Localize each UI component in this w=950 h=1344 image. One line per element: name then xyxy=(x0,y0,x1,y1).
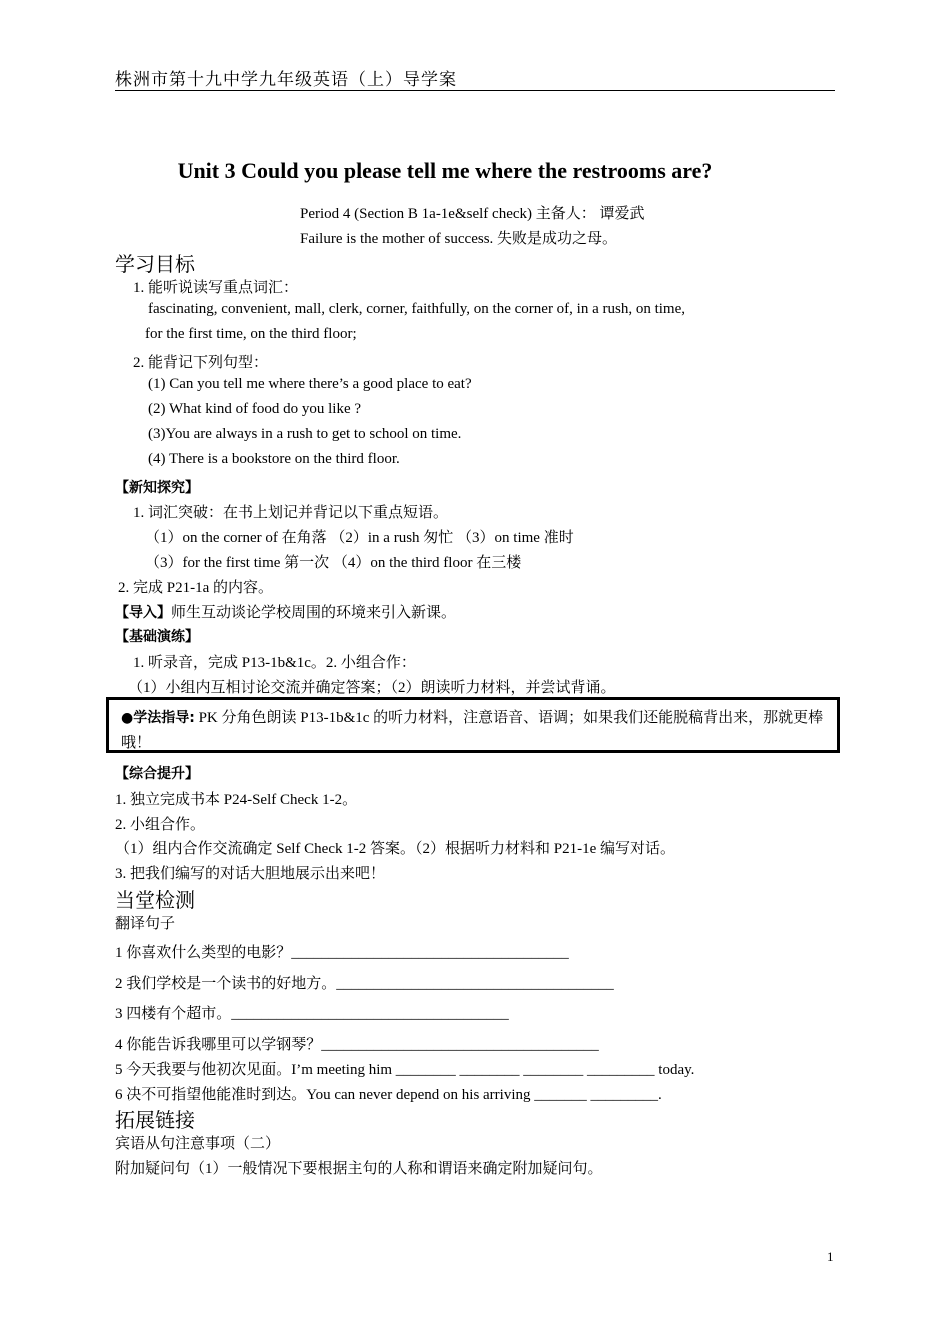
header-divider xyxy=(115,90,835,91)
translation-item-5: 5 今天我要与他初次见面。I’m meeting him ________ ________ ________ _________ today. xyxy=(115,1062,695,1078)
basic-heading: 【基础演练】 xyxy=(115,629,199,645)
phrases-line-1: （1）on the corner of 在角落 （2）in a rush 匆忙 （3）on time 准时 xyxy=(145,530,574,546)
phrases-line-2: （3）for the first time 第一次 （4）on the third floor 在三楼 xyxy=(145,555,522,571)
motto: Failure is the mother of success. 失败是成功之母。 xyxy=(300,231,618,247)
intro-line xyxy=(115,601,456,622)
improve-line-2: 2. 小组合作。 xyxy=(115,817,206,833)
explore-heading: 【新知探究】 xyxy=(115,480,199,496)
explore-item-2: 2. 完成 P21-1a 的内容。 xyxy=(118,580,273,596)
study-tip-box xyxy=(106,697,840,753)
check-heading: 当堂检测 xyxy=(115,888,195,912)
intro-heading: 【导入】 xyxy=(115,605,171,621)
improve-line-4: 3. 把我们编写的对话大胆地展示出来吧！ xyxy=(115,866,386,882)
translation-item-4: 4 你能告诉我哪里可以学钢琴？_____________________________________ xyxy=(115,1037,599,1053)
explore-item-1: 1. 词汇突破：在书上划记并背记以下重点短语。 xyxy=(133,505,449,521)
basic-line-2: （1）小组内互相讨论交流并确定答案；（2）朗读听力材料，并尝试背诵。 xyxy=(128,680,616,696)
vocab-line-2: for the first time, on the third floor; xyxy=(145,326,357,342)
sentence-3: (3)You are always in a rush to get to school on time. xyxy=(148,426,462,442)
page-number: 1 xyxy=(827,1249,834,1264)
basic-line-1: 1. 听录音，完成 P13-1b&1c。2. 小组合作： xyxy=(133,655,416,671)
period-info: Period 4 (Section B 1a-1e&self check) 主备人： 谭爱武 xyxy=(300,206,645,222)
sentence-4: (4) There is a bookstore on the third floor. xyxy=(148,451,400,467)
translation-item-6: 6 决不可指望他能准时到达。You can never depend on his arriving _______ _________. xyxy=(115,1087,662,1103)
document-header: 株洲市第十九中学九年级英语（上）导学案 xyxy=(115,70,457,89)
objective-item-2: 2. 能背记下列句型： xyxy=(133,355,269,371)
objective-item-1: 1. 能听说读写重点词汇： xyxy=(133,280,299,296)
sentence-2: (2) What kind of food do you like ? xyxy=(148,401,362,417)
study-tip-text: PK 分角色朗读 P13-1b&1c 的听力材料，注意语音、语调；如果我们还能脱稿背出来，那就更棒哦！ xyxy=(121,710,824,751)
sentence-1: (1) Can you tell me where there’s a good place to eat? xyxy=(148,376,472,392)
extend-heading: 拓展链接 xyxy=(115,1108,195,1132)
translation-item-2: 2 我们学校是一个读书的好地方。_____________________________________ xyxy=(115,976,614,992)
check-subheading: 翻译句子 xyxy=(115,916,176,932)
study-tip-lead: ●学法指导: xyxy=(121,710,195,726)
vocab-line-1: fascinating, convenient, mall, clerk, corner, faithfully, on the corner of, in a rush, on time, xyxy=(148,301,685,317)
translation-item-1: 1 你喜欢什么类型的电影？_____________________________________ xyxy=(115,945,569,961)
improve-line-1: 1. 独立完成书本 P24-Self Check 1-2。 xyxy=(115,792,358,808)
objectives-heading: 学习目标 xyxy=(115,252,195,276)
unit-title: Unit 3 Could you please tell me where the restrooms are? xyxy=(177,158,713,183)
extend-text: 附加疑问句（1）一般情况下要根据主句的人称和谓语来确定附加疑问句。 xyxy=(115,1161,603,1177)
improve-heading: 【综合提升】 xyxy=(115,766,199,782)
improve-line-3: （1）组内合作交流确定 Self Check 1-2 答案。（2）根据听力材料和 P21-1e 编写对话。 xyxy=(115,841,675,857)
extend-subheading: 宾语从句注意事项（二） xyxy=(115,1136,281,1152)
translation-item-3: 3 四楼有个超市。_____________________________________ xyxy=(115,1006,509,1022)
intro-text: 师生互动谈论学校周围的环境来引入新课。 xyxy=(171,605,457,621)
